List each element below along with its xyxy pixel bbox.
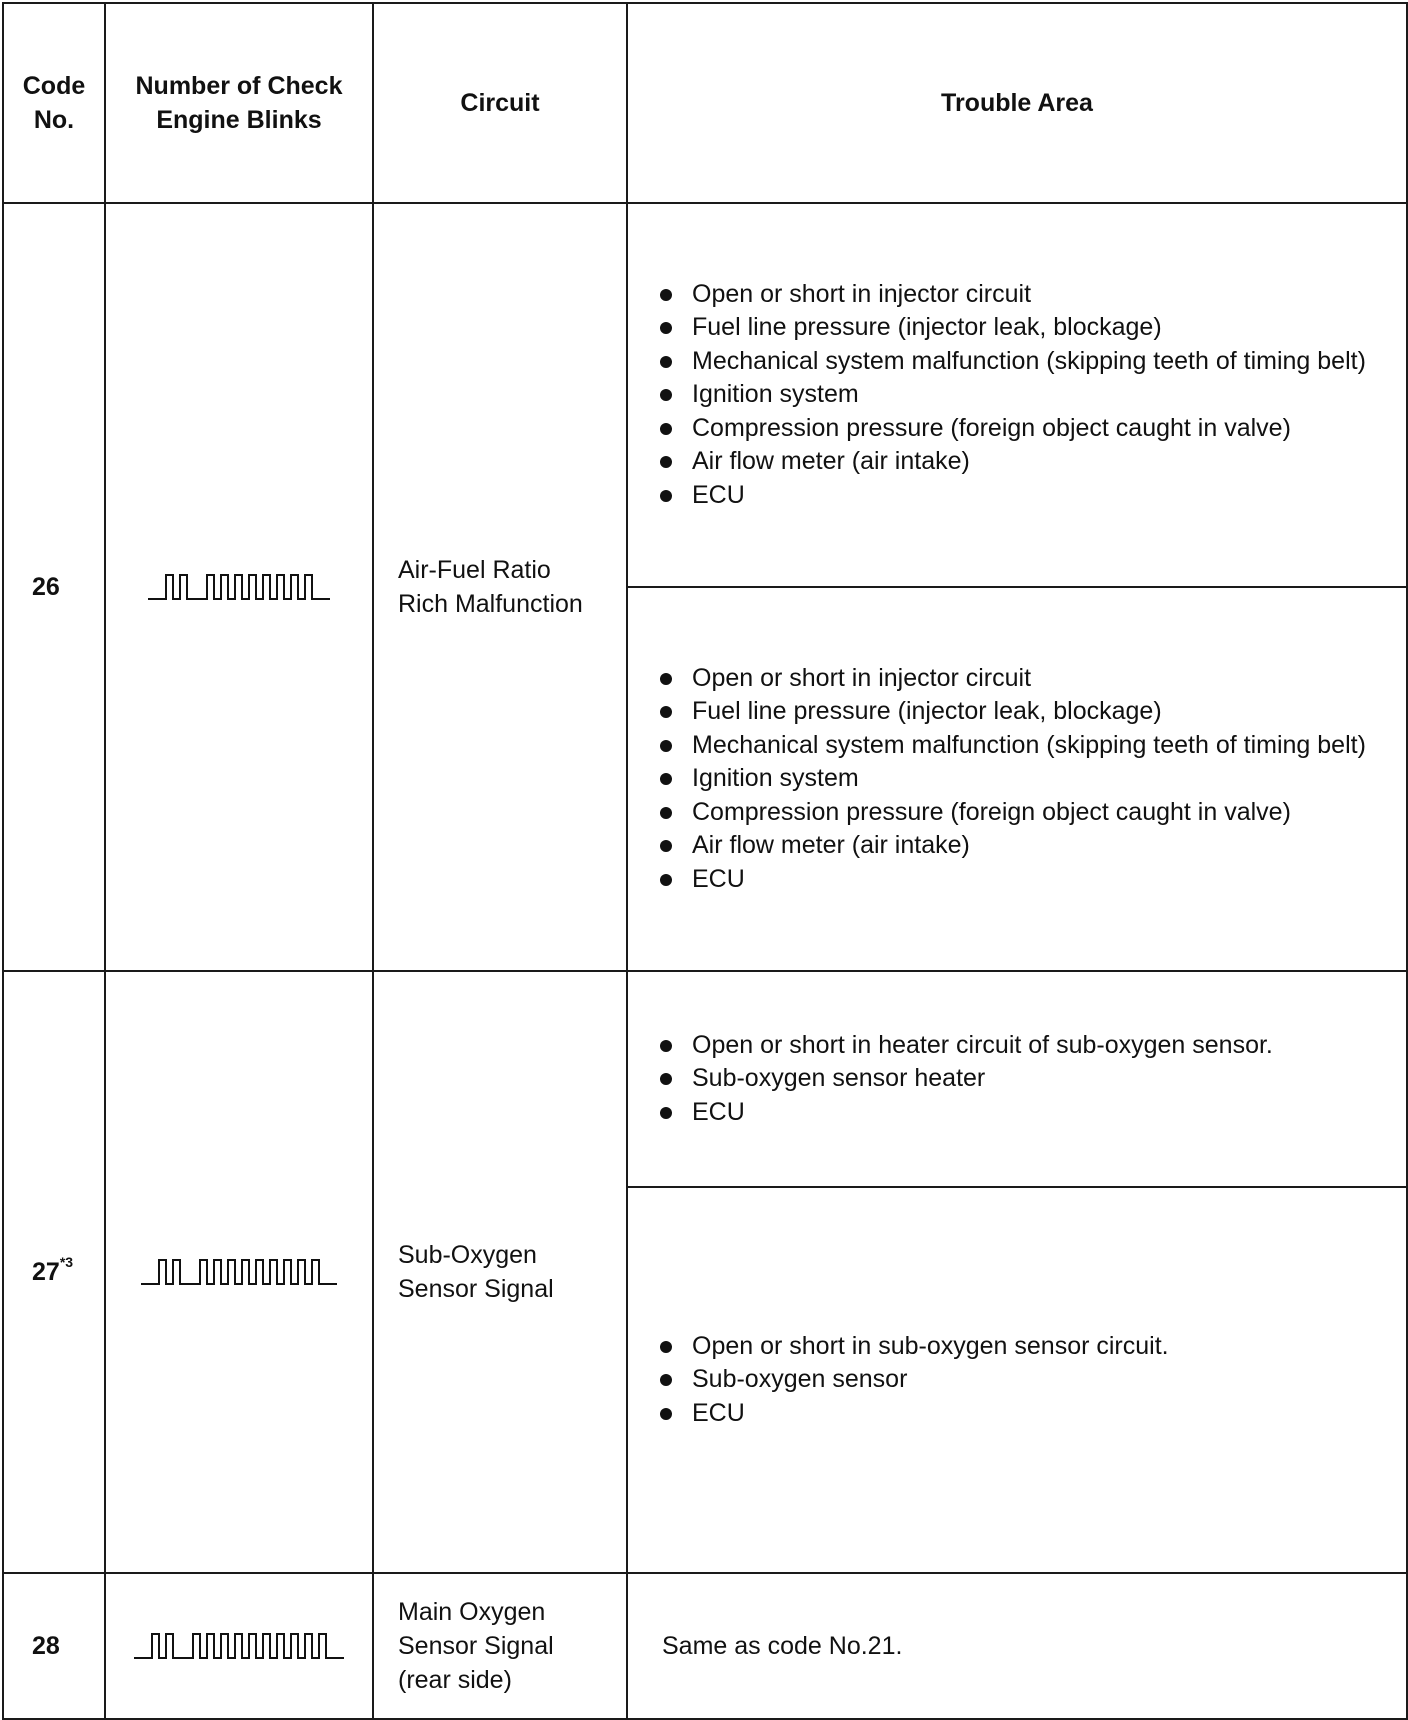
trouble-list	[656, 662, 1386, 897]
list-item: Air flow meter (air intake)	[656, 829, 1386, 863]
header-blinks-line1: Number of Check	[135, 72, 343, 100]
circuit-line: Sub-Oxygen	[398, 1241, 537, 1269]
list-item: Compression pressure (foreign object caught in valve)	[656, 796, 1386, 830]
table-row-code-28	[3, 1573, 1407, 1719]
trouble-area-cell	[627, 1187, 1407, 1573]
blink-cell	[105, 971, 373, 1573]
header-code-line1: Code	[22, 72, 86, 100]
list-item: Compression pressure (foreign object caught in valve)	[656, 412, 1386, 446]
blink-cell	[105, 203, 373, 971]
list-item: ECU	[656, 1096, 1386, 1130]
blink-waveform	[134, 1634, 344, 1658]
blink-cell	[105, 1573, 373, 1719]
list-item: ECU	[656, 1397, 1386, 1431]
header-code-line2: No.	[33, 106, 75, 134]
code-cell	[3, 971, 105, 1573]
list-item: Open or short in injector circuit	[656, 662, 1386, 696]
trouble-list	[656, 1330, 1386, 1431]
list-item: ECU	[656, 863, 1386, 897]
header-code	[3, 3, 105, 203]
circuit-line: Air-Fuel Ratio	[398, 556, 551, 584]
code-cell	[3, 1573, 105, 1719]
header-trouble-area: Trouble Area	[627, 3, 1407, 203]
circuit-cell	[373, 971, 627, 1573]
list-item: Fuel line pressure (injector leak, blockage)	[656, 695, 1386, 729]
code-cell	[3, 203, 105, 971]
list-item: Open or short in sub-oxygen sensor circuit.	[656, 1330, 1386, 1364]
circuit-line: Rich Malfunction	[398, 590, 583, 618]
table-row-code-26	[3, 203, 1407, 587]
circuit-line: (rear side)	[398, 1666, 512, 1694]
header-row	[3, 3, 1407, 203]
list-item: Open or short in heater circuit of sub-oxygen sensor.	[656, 1029, 1386, 1063]
trouble-list	[656, 278, 1386, 513]
trouble-area-cell	[627, 971, 1407, 1187]
code-footnote-mark: *3	[59, 1253, 74, 1270]
header-circuit: Circuit	[373, 3, 627, 203]
header-blinks-line2: Engine Blinks	[156, 106, 322, 134]
trouble-area-cell	[627, 587, 1407, 971]
list-item: Mechanical system malfunction (skipping teeth of timing belt)	[656, 729, 1386, 763]
trouble-area-cell	[627, 203, 1407, 587]
list-item: Fuel line pressure (injector leak, blockage)	[656, 311, 1386, 345]
trouble-area-cell	[627, 1573, 1407, 1719]
circuit-line: Sensor Signal	[398, 1632, 554, 1660]
list-item: Ignition system	[656, 762, 1386, 796]
table-row-code-27	[3, 971, 1407, 1187]
circuit-line: Sensor Signal	[398, 1275, 554, 1303]
circuit-cell	[373, 203, 627, 971]
circuit-cell	[373, 1573, 627, 1719]
blink-waveform	[141, 1260, 337, 1284]
code-number: 26	[32, 572, 60, 601]
code-number: 27	[32, 1257, 60, 1286]
list-item: ECU	[656, 479, 1386, 513]
list-item: Mechanical system malfunction (skipping teeth of timing belt)	[656, 345, 1386, 379]
code-number: 28	[32, 1631, 60, 1660]
blink-pattern-graphic	[137, 1257, 341, 1287]
header-blinks	[105, 3, 373, 203]
list-item: Open or short in injector circuit	[656, 278, 1386, 312]
blink-pattern-graphic	[130, 1631, 348, 1661]
list-item: Sub-oxygen sensor heater	[656, 1062, 1386, 1096]
blink-pattern-graphic	[144, 572, 334, 602]
same-as-note: Same as code No.21.	[662, 1632, 903, 1660]
list-item: Sub-oxygen sensor	[656, 1363, 1386, 1397]
trouble-list	[656, 1029, 1386, 1130]
list-item: Air flow meter (air intake)	[656, 445, 1386, 479]
diagnostic-code-table	[2, 2, 1408, 1720]
circuit-line: Main Oxygen	[398, 1598, 546, 1626]
list-item: Ignition system	[656, 378, 1386, 412]
blink-waveform	[148, 575, 330, 599]
